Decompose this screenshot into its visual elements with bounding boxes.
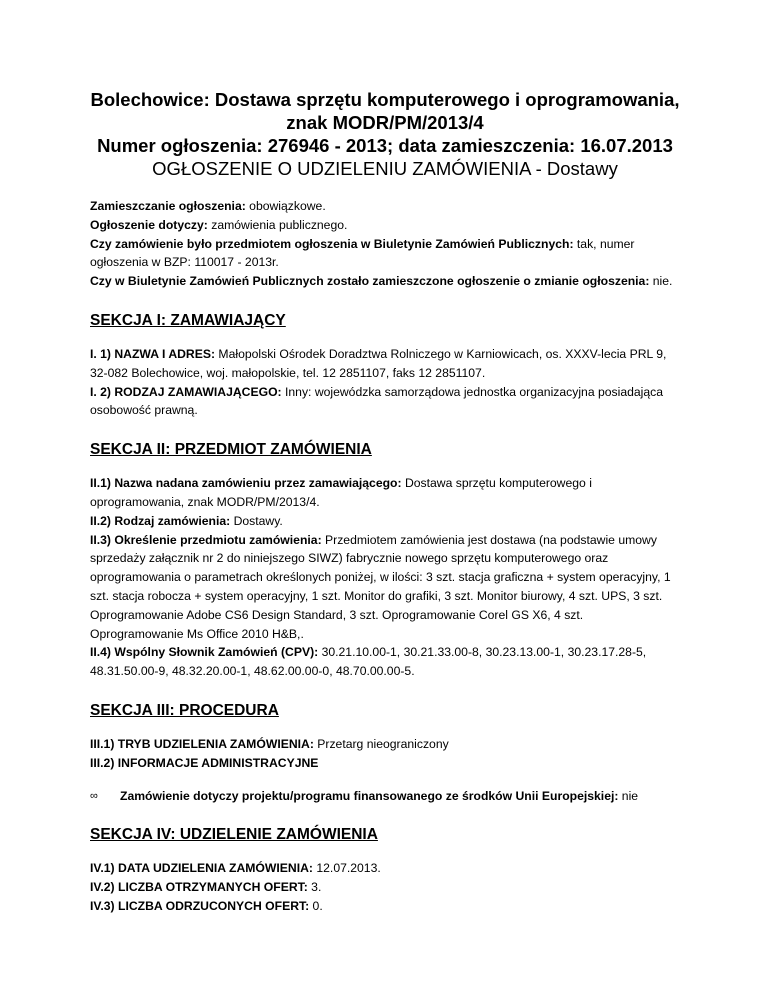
item-label: IV.3) LICZBA ODRZUCONYCH OFERT: [90, 898, 310, 913]
item-label: I. 2) RODZAJ ZAMAWIAJĄCEGO: [90, 384, 282, 399]
intro-value: nie. [649, 274, 673, 289]
bullet-icon: ∞ [90, 789, 98, 802]
item-label: IV.1) DATA UDZIELENIA ZAMÓWIENIA: [90, 861, 313, 876]
section-item [90, 383, 680, 421]
list-item [90, 787, 680, 806]
item-value: Przetarg nieograniczony [313, 736, 449, 751]
item-label: II.3) Określenie przedmiotu zamówienia: [90, 532, 322, 547]
item-value: Inny: wojewódzka samorządowa jednostka organizacyjna posiadająca osobowość prawną. [90, 384, 664, 418]
item-value: 0. [309, 898, 323, 913]
item-value: 12.07.2013. [312, 861, 381, 876]
section-item [90, 897, 680, 916]
intro-value: obowiązkowe. [245, 199, 326, 213]
item-value: Dostawa sprzętu komputerowego i oprogramowania, znak MODR/PM/2013/4. [90, 476, 592, 509]
item-value: Małopolski Ośrodek Doradztwa Rolniczego w Karniowicach, os. XXXV-lecia PRL 9, 32-082 Bolechowice, woj. małopolskie, tel. 12 2851107, faks 12 2851107. [90, 346, 667, 380]
section-item [90, 531, 680, 644]
intro-value: zamówienia publicznego. [207, 217, 348, 232]
section-4-body [90, 859, 680, 915]
item-label: II.4) Wspólny Słownik Zamówień (CPV): [90, 645, 319, 660]
page-subtitle: OGŁOSZENIE O UDZIELENIU ZAMÓWIENIA - Dostawy [152, 158, 618, 179]
item-label: III.1) TRYB UDZIELENIA ZAMÓWIENIA: [90, 736, 314, 751]
section-4-heading: SEKCJA IV: UDZIELENIE ZAMÓWIENIA [90, 826, 378, 844]
item-value: Przedmiotem zamówienia jest dostawa (na podstawie umowy sprzedaży załącznik nr 2 do niniejszego SIWZ) fabrycznie nowego sprzętu komputerowego oraz oprogramowania o parametrach określonych poniżej, w ilości: 3 szt. stacja graficzna + system operacyjny, 1 szt. stacja robocza + system operacyjny, 1 szt. Monitor do grafiki, 3 szt. Monitor biurowy, 4 szt. UPS, 3 szt. Oprogramowanie Adobe CS6 Design Standard, 3 szt. Oprogramowanie Corel GS X6, 4 szt. Oprogramowanie Ms Office 2010 H&B,. [90, 532, 671, 641]
section-item [90, 735, 680, 754]
item-label: III.2) INFORMACJE ADMINISTRACYJNE [90, 755, 319, 770]
section-2-heading: SEKCJA II: PRZEDMIOT ZAMÓWIENIA [90, 441, 372, 459]
intro-label: Ogłoszenie dotyczy: [90, 217, 208, 232]
item-label: II.2) Rodzaj zamówienia: [90, 513, 231, 528]
intro-label: Czy zamówienie było przedmiotem ogłoszenia w Biuletynie Zamówień Publicznych: [90, 236, 574, 251]
section-item [90, 754, 680, 773]
page-title-line-1: Bolechowice: Dostawa sprzętu komputerowego i oprogramowania, [90, 89, 680, 110]
intro-label: Zamieszczanie ogłoszenia: [90, 199, 246, 213]
page-title-line-3: Numer ogłoszenia: 276946 - 2013; data zamieszczenia: 16.07.2013 [97, 135, 673, 156]
item-value: nie [618, 788, 639, 803]
intro-line [90, 272, 680, 291]
section-item [90, 474, 680, 512]
intro-value: tak, numer ogłoszenia w BZP: 110017 - 2013r. [90, 236, 635, 270]
section-item [90, 345, 680, 383]
section-1-heading: SEKCJA I: ZAMAWIAJĄCY [90, 311, 286, 329]
intro-label: Czy w Biuletynie Zamówień Publicznych zostało zamieszczone ogłoszenie o zmianie ogłoszenia: [90, 274, 650, 289]
section-1-body [90, 345, 680, 420]
section-2-body [90, 474, 680, 681]
item-value: 3. [307, 880, 322, 895]
item-label: IV.2) LICZBA OTRZYMANYCH OFERT: [90, 880, 308, 895]
document-header [90, 88, 680, 180]
section-3-heading: SEKCJA III: PROCEDURA [90, 701, 279, 719]
intro-line [90, 216, 680, 235]
item-label: II.1) Nazwa nadana zamówieniu przez zamawiającego: [90, 476, 402, 491]
item-value: 30.21.10.00-1, 30.21.33.00-8, 30.23.13.00-1, 30.23.17.28-5, 48.31.50.00-9, 48.32.20.00-1, 48.62.00.00-0, 48.70.00.00-5. [90, 645, 647, 679]
intro-line [90, 235, 680, 273]
section-item [90, 643, 680, 681]
section-item [90, 512, 680, 531]
item-value: Dostawy. [230, 513, 283, 528]
bullet-text [120, 787, 638, 806]
section-item [90, 878, 680, 897]
intro-line [90, 197, 680, 216]
section-3-body [90, 735, 680, 805]
item-label: Zamówienie dotyczy projektu/programu finansowanego ze środków Unii Europejskiej: [120, 788, 619, 803]
page-title-line-2: znak MODR/PM/2013/4 [286, 112, 484, 133]
intro-block [90, 197, 680, 291]
section-item [90, 859, 680, 878]
item-label: I. 1) NAZWA I ADRES: [90, 346, 216, 361]
